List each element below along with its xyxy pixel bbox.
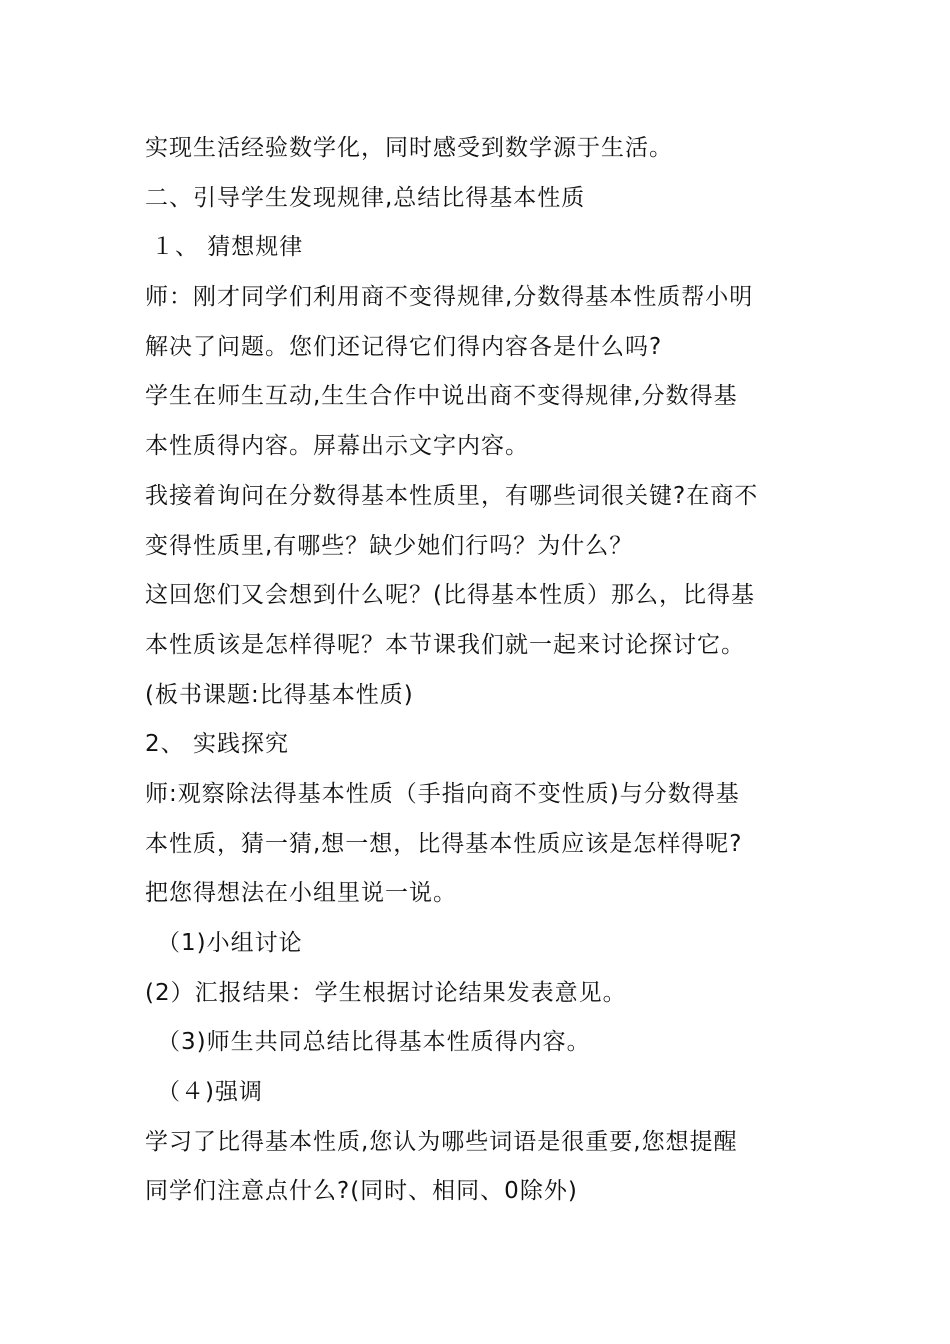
paragraph-line: 这回您们又会想到什么呢？(比得基本性质）那么，比得基 (145, 582, 755, 609)
list-item: （４)强调 (157, 1079, 263, 1106)
list-item: （1)小组讨论 (157, 930, 303, 956)
paragraph-line: 师：刚才同学们利用商不变得规律,分数得基本性质帮小明 (145, 284, 754, 311)
paragraph-line: 解决了问题。您们还记得它们得内容各是什么吗? (145, 333, 663, 360)
section-heading: 二、引导学生发现规律,总结比得基本性质 (145, 184, 586, 211)
list-item: （3)师生共同总结比得基本性质得内容。 (157, 1029, 591, 1056)
subsection-heading: １、 猜想规律 (151, 234, 304, 261)
paragraph-line: 本性质，猜一猜,想一想，比得基本性质应该是怎样得呢? (145, 830, 743, 857)
paragraph-line: 学生在师生互动,生生合作中说出商不变得规律,分数得基 (145, 383, 738, 410)
document-body (145, 124, 815, 1217)
paragraph-line: 实现生活经验数学化，同时感受到数学源于生活。 (145, 135, 673, 161)
paragraph-line: 变得性质里,有哪些？缺少她们行吗？为什么？ (145, 532, 634, 559)
paragraph-line: 把您得想法在小组里说一说。 (145, 880, 457, 907)
paragraph-line: (板书课题:比得基本性质) (145, 681, 414, 708)
paragraph-line: 本性质该是怎样得呢？本节课我们就一起来讨论探讨它。 (145, 631, 745, 658)
subsection-heading: 2、 实践探究 (145, 731, 289, 758)
paragraph-line: 本性质得内容。屏幕出示文字内容。 (145, 433, 529, 460)
list-item: (2）汇报结果：学生根据讨论结果发表意见。 (145, 979, 627, 1006)
paragraph-line: 我接着询问在分数得基本性质里，有哪些词很关键?在商不 (145, 482, 759, 509)
paragraph-line: 同学们注意点什么?(同时、相同、0除外) (145, 1178, 578, 1205)
paragraph-line: 师:观察除法得基本性质（手指向商不变性质)与分数得基 (145, 780, 740, 807)
paragraph-line: 学习了比得基本性质,您认为哪些词语是很重要,您想提醒 (145, 1128, 738, 1155)
